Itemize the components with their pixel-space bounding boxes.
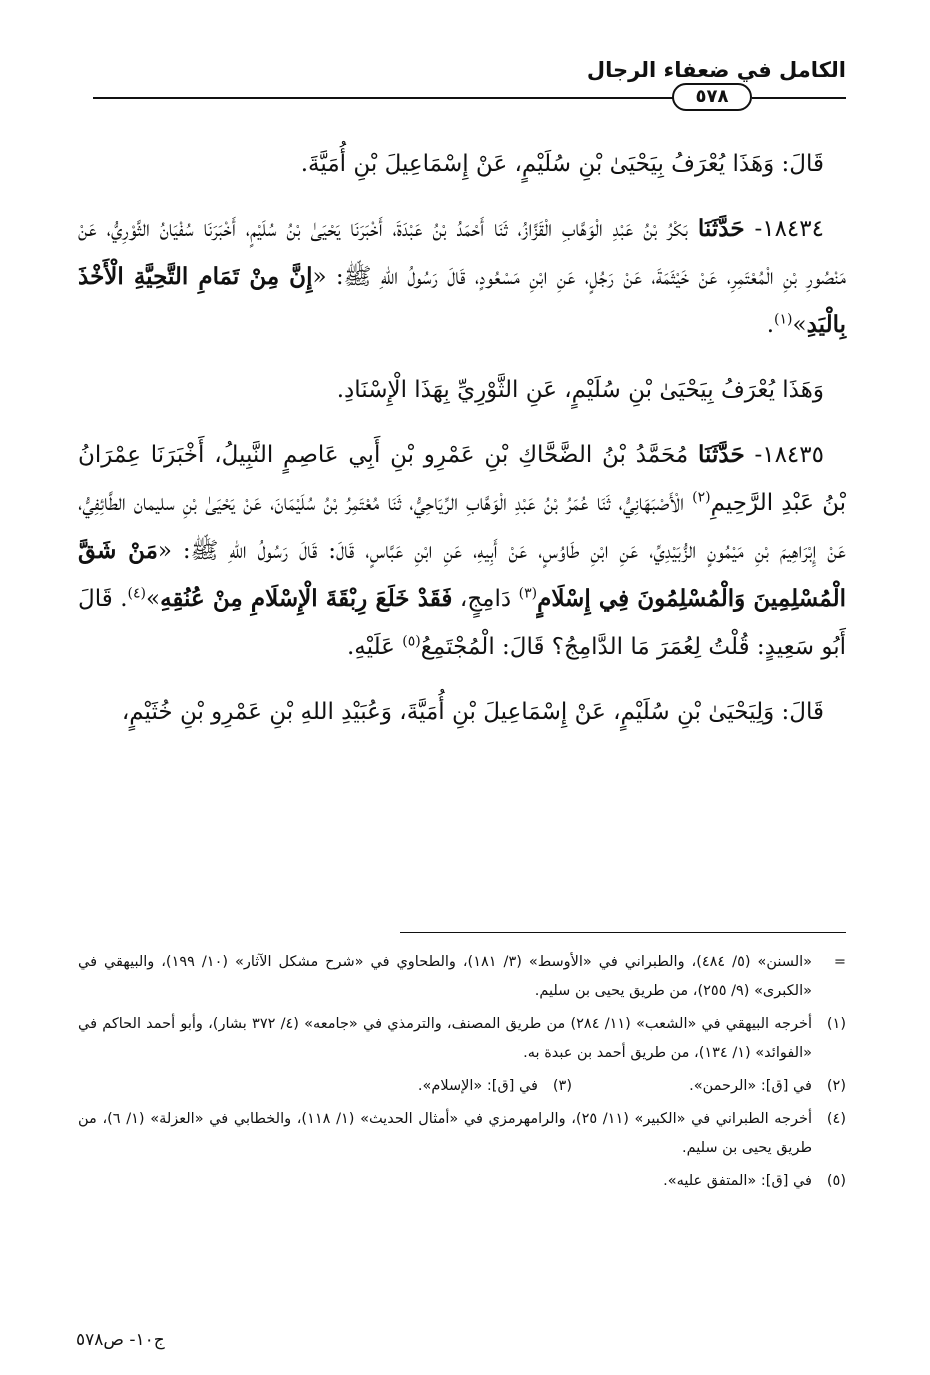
hadith-matn-mid: دَامِجٍ، bbox=[459, 586, 512, 612]
footnotes-2-3 bbox=[78, 1072, 846, 1101]
footnote-ref-5[interactable]: (٥) bbox=[402, 633, 421, 650]
paragraph-2-text: وَهَذَا يُعْرَفُ بِيَحْيَىٰ بْنِ سُلَيْمٍ، عَنِ الثَّوْرِيِّ بِهَذَا الْإِسْنَادِ. bbox=[336, 377, 824, 403]
footnote-text: في [ق]: «المتفق عليه». bbox=[663, 1173, 812, 1189]
hadith-18435 bbox=[78, 431, 846, 671]
footnote-mark: (٢) bbox=[826, 1078, 846, 1094]
haddathana-word: حَدَّثَنَا bbox=[698, 441, 745, 468]
footnote-continued bbox=[78, 948, 846, 1006]
header-rule-left bbox=[93, 97, 673, 99]
footnote-ref-1[interactable]: (١) bbox=[774, 311, 793, 328]
haddathana-word: حَدَّثَنَا bbox=[697, 215, 745, 242]
footnote-ref-2[interactable]: (٢) bbox=[692, 489, 711, 506]
footnote-mark: (٣) bbox=[552, 1078, 572, 1094]
main-text bbox=[78, 140, 846, 753]
paragraph-3-text: قَالَ: وَلِيَحْيَىٰ بْنِ سُلَيْمٍ، عَنْ إِسْمَاعِيلَ بْنِ أُمَيَّةَ، وَعُبَيْدِ اللهِ بْنِ عَمْرِو بْنِ خُثَيْمٍ، bbox=[121, 699, 824, 725]
commentary-text: . قَالَ أَبُو سَعِيدٍ: قُلْتُ لِعُمَرَ مَا الدَّامِجُ؟ قَالَ: الْمُجْتَمِعُ bbox=[78, 586, 846, 660]
footnote-mark: (٤) bbox=[826, 1111, 846, 1127]
footnote-separator bbox=[400, 932, 846, 933]
quote-close: » bbox=[145, 586, 161, 612]
running-title: الكامل في ضعفاء الرجال bbox=[586, 58, 846, 82]
quote-close: » bbox=[792, 312, 807, 338]
footnote-1 bbox=[78, 1010, 846, 1068]
paragraph-1-text: قَالَ: وَهَذَا يُعْرَفُ بِيَحْيَىٰ بْنِ سُلَيْمٍ، عَنْ إِسْمَاعِيلَ بْنِ أُمَيَّةَ. bbox=[300, 151, 824, 177]
footnote-mark: (٥) bbox=[826, 1173, 846, 1189]
footnote-text: أخرجه الطبراني في «الكبير» (١١/ ٢٥)، والرامهرمزي في «أمثال الحديث» (١/ ١١٨)، والخطابي في «العزلة» (١/ ٦)، من طريق يحيى بن سليم. bbox=[78, 1111, 813, 1156]
footnote-text: «السنن» (٥/ ٤٨٤)، والطبراني في «الأوسط» (٣/ ١٨١)، والطحاوي في «شرح مشكل الآثار» (١٠/ ١٩٩)، والبيهقي في «الكبرى» (٩/ ٢٥٥)، من طريق يحيى بن سليم. bbox=[78, 954, 813, 999]
paragraph-1 bbox=[78, 140, 846, 188]
commentary-end: عَلَيْهِ. bbox=[346, 634, 395, 660]
footnote-mark: (١) bbox=[826, 1016, 846, 1032]
hadith-number: ١٨٤٣٤- bbox=[754, 216, 824, 242]
footnote-text: في [ق]: «الإسلام». bbox=[417, 1078, 538, 1094]
isnad-text-b: الْأَصْبَهَانِيُّ، ثَنَا عُمَرُ بْنُ عَبْدِ الْوَهَّابِ الرِّيَاحِيُّ، ثَنَا مُعْتَمِرُ بْنُ سُلَيْمَانَ، عَنْ يَحْيَىٰ بْنِ سليمان الطَّائِفِيُّ، عَنْ إِبْرَاهِيمَ بْنِ مَيْمُونٍ الزُّبَيْدِيِّ، عَنِ ابْنِ طَاوُسٍ، عَنْ أَبِيهِ، عَنِ ابْنِ عَبَّاسٍ، قَالَ: قَالَ رَسُولُ اللهِ ﷺ: « bbox=[78, 490, 846, 564]
hadith-matn-b: فَقَدْ خَلَعَ رِبْقَةَ الْإِسْلَامِ مِنْ عُنُقِهِ bbox=[160, 585, 453, 612]
hadith-18434 bbox=[78, 205, 846, 349]
footnote-text: في [ق]: «الرحمن». bbox=[689, 1078, 812, 1094]
footnote-text: أخرجه البيهقي في «الشعب» (١١/ ٢٨٤) من طريق المصنف، والترمذي في «جامعه» (٤/ ٣٧٢ بشار)، وأبو أحمد الحاكم في «الفوائد» (١/ ١٣٤)، من طريق أحمد بن عبدة به. bbox=[78, 1016, 812, 1061]
paragraph-3 bbox=[78, 688, 846, 736]
hadith-number: ١٨٤٣٥- bbox=[754, 442, 824, 468]
sentence-end: . bbox=[766, 312, 775, 338]
footnote-4 bbox=[78, 1105, 846, 1163]
volume-page-signature: ج١٠- ص٥٧٨ bbox=[76, 1330, 165, 1350]
footnote-mark: = bbox=[833, 954, 846, 970]
paragraph-2 bbox=[78, 366, 846, 414]
hadith-matn-a: مَنْ شَقَّ الْمُسْلِمِينَ وَالْمُسْلِمُونَ فِي إِسْلَامٍ bbox=[78, 537, 846, 612]
footnote-ref-4[interactable]: (٤) bbox=[127, 585, 146, 602]
page-number-badge: ٥٧٨ bbox=[672, 83, 752, 111]
isnad-text: بَكْرُ بْنُ عَبْدِ الْوَهَّابِ الْقَزَّازُ، ثَنَا أَحْمَدُ بْنُ عَبْدَةَ، أَخْبَرَنَا يَحْيَىٰ بْنُ سُلَيْمٍ، أَخْبَرَنَا سُفْيَانُ الثَّوْرِيُّ، عَنْ مَنْصُورِ بْنِ الْمُعْتَمِرِ، عَنْ خَيْثَمَةَ، عَنْ رَجُلٍ، عَنِ ابْنِ مَسْعُودٍ، قَالَ رَسُولُ اللهِ ﷺ: « bbox=[78, 216, 846, 290]
hadith-matn: إِنَّ مِنْ تَمَامِ التَّحِيَّةِ الْأَخْذَ بِالْيَدِ bbox=[78, 263, 846, 338]
footnote-ref-3[interactable]: (٣) bbox=[518, 585, 538, 602]
header-rule-right bbox=[752, 97, 846, 99]
footnotes bbox=[78, 948, 846, 1200]
isnad-text-a: مُحَمَّدُ بْنُ الضَّحَّاكِ بْنِ عَمْرِو بْنِ أَبِي عَاصِمٍ النَّبِيلُ، أَخْبَرَنَا عِمْرَانُ بْنُ عَبْدِ الرَّحِيمِ bbox=[78, 442, 847, 516]
footnote-5 bbox=[78, 1167, 846, 1196]
